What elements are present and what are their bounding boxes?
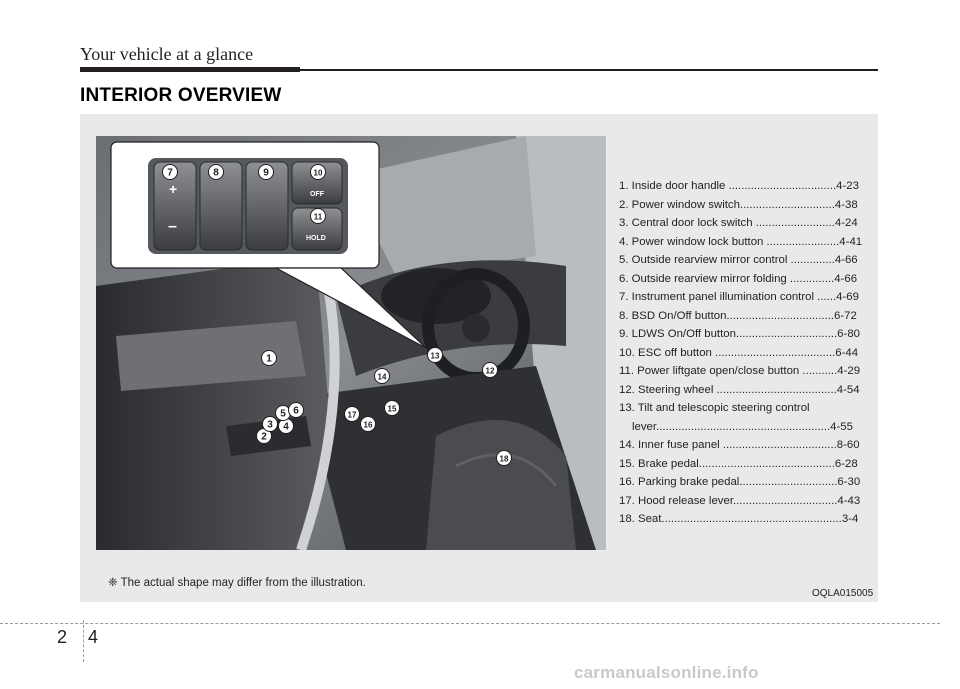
- callout-item: 6. Outside rearview mirror folding ..............4-66: [619, 272, 858, 285]
- callout-marker-label: 17: [347, 410, 357, 420]
- callout-item: 7. Instrument panel illumination control ......4-69: [619, 291, 859, 303]
- page-number-separator: [83, 620, 84, 662]
- callout-item: 1. Inside door handle ..................................4-23: [619, 180, 859, 192]
- chapter-number: 2: [57, 627, 68, 647]
- callout-marker-label: 16: [363, 420, 373, 430]
- page-number: 4: [88, 627, 99, 647]
- callout-marker-label: 10: [313, 168, 323, 178]
- minus-symbol: –: [168, 218, 177, 235]
- illustration-note: ❈ The actual shape may differ from the illustration.: [108, 577, 366, 589]
- callout-marker-label: 1: [266, 353, 272, 365]
- hold-label: HOLD: [306, 235, 326, 242]
- callout-item: 14. Inner fuse panel ....................................8-60: [619, 439, 860, 451]
- interior-illustration: [96, 136, 606, 550]
- section-header: Your vehicle at a glance: [80, 44, 254, 64]
- callout-item: 13. Tilt and telescopic steering control: [619, 402, 810, 414]
- header-rule-thin: [300, 69, 878, 71]
- footer-divider: [0, 623, 940, 624]
- callout-item: 4. Power window lock button .......................4-41: [619, 235, 863, 248]
- callout-marker-label: 9: [263, 167, 269, 179]
- callout-marker-label: 18: [499, 454, 509, 464]
- callout-marker-label: 5: [280, 408, 286, 420]
- callout-item: 3. Central door lock switch .........................4-24: [619, 217, 858, 229]
- callout-list: [619, 177, 863, 529]
- callout-marker-label: 12: [485, 366, 495, 376]
- callout-item: 15. Brake pedal...........................................6-28: [619, 457, 858, 470]
- callout-marker-label: 4: [283, 421, 289, 433]
- callout-marker-label: 7: [167, 167, 173, 179]
- callout-item: 17. Hood release lever.................................4-43: [619, 494, 861, 507]
- watermark: carmanualsonline.info: [574, 663, 759, 682]
- plus-symbol: +: [169, 181, 178, 197]
- off-label: OFF: [310, 191, 324, 198]
- callout-item: 12. Steering wheel ......................................4-54: [619, 383, 860, 396]
- callout-marker-label: 15: [387, 404, 397, 414]
- callout-item: 2. Power window switch..............................4-38: [619, 198, 858, 211]
- callout-marker-label: 8: [213, 167, 219, 179]
- page-title: INTERIOR OVERVIEW: [80, 85, 282, 106]
- callout-item-continuation: lever.......................................................4-55: [632, 420, 853, 433]
- callout-item: 9. LDWS On/Off button................................6-80: [619, 328, 860, 340]
- callout-item: 18. Seat.........................................................3-4: [619, 513, 859, 525]
- callout-item: 8. BSD On/Off button..................................6-72: [619, 309, 857, 322]
- header-rule-thick: [80, 67, 300, 72]
- callout-marker-label: 14: [377, 372, 387, 382]
- callout-marker-label: 6: [293, 405, 299, 417]
- callout-item: 5. Outside rearview mirror control ..............4-66: [619, 254, 858, 266]
- callout-marker-label: 13: [430, 351, 440, 361]
- callout-marker-label: 3: [267, 419, 273, 431]
- callout-item: 10. ESC off button ......................................6-44: [619, 346, 859, 359]
- callout-marker-label: 2: [261, 431, 267, 443]
- illustration-code: OQLA015005: [812, 588, 874, 599]
- callout-item: 16. Parking brake pedal...............................6-30: [619, 476, 861, 488]
- interior-illustration-svg: [96, 136, 606, 550]
- callout-marker-label: 11: [313, 212, 323, 222]
- callout-item: 11. Power liftgate open/close button ...........4-29: [619, 365, 861, 377]
